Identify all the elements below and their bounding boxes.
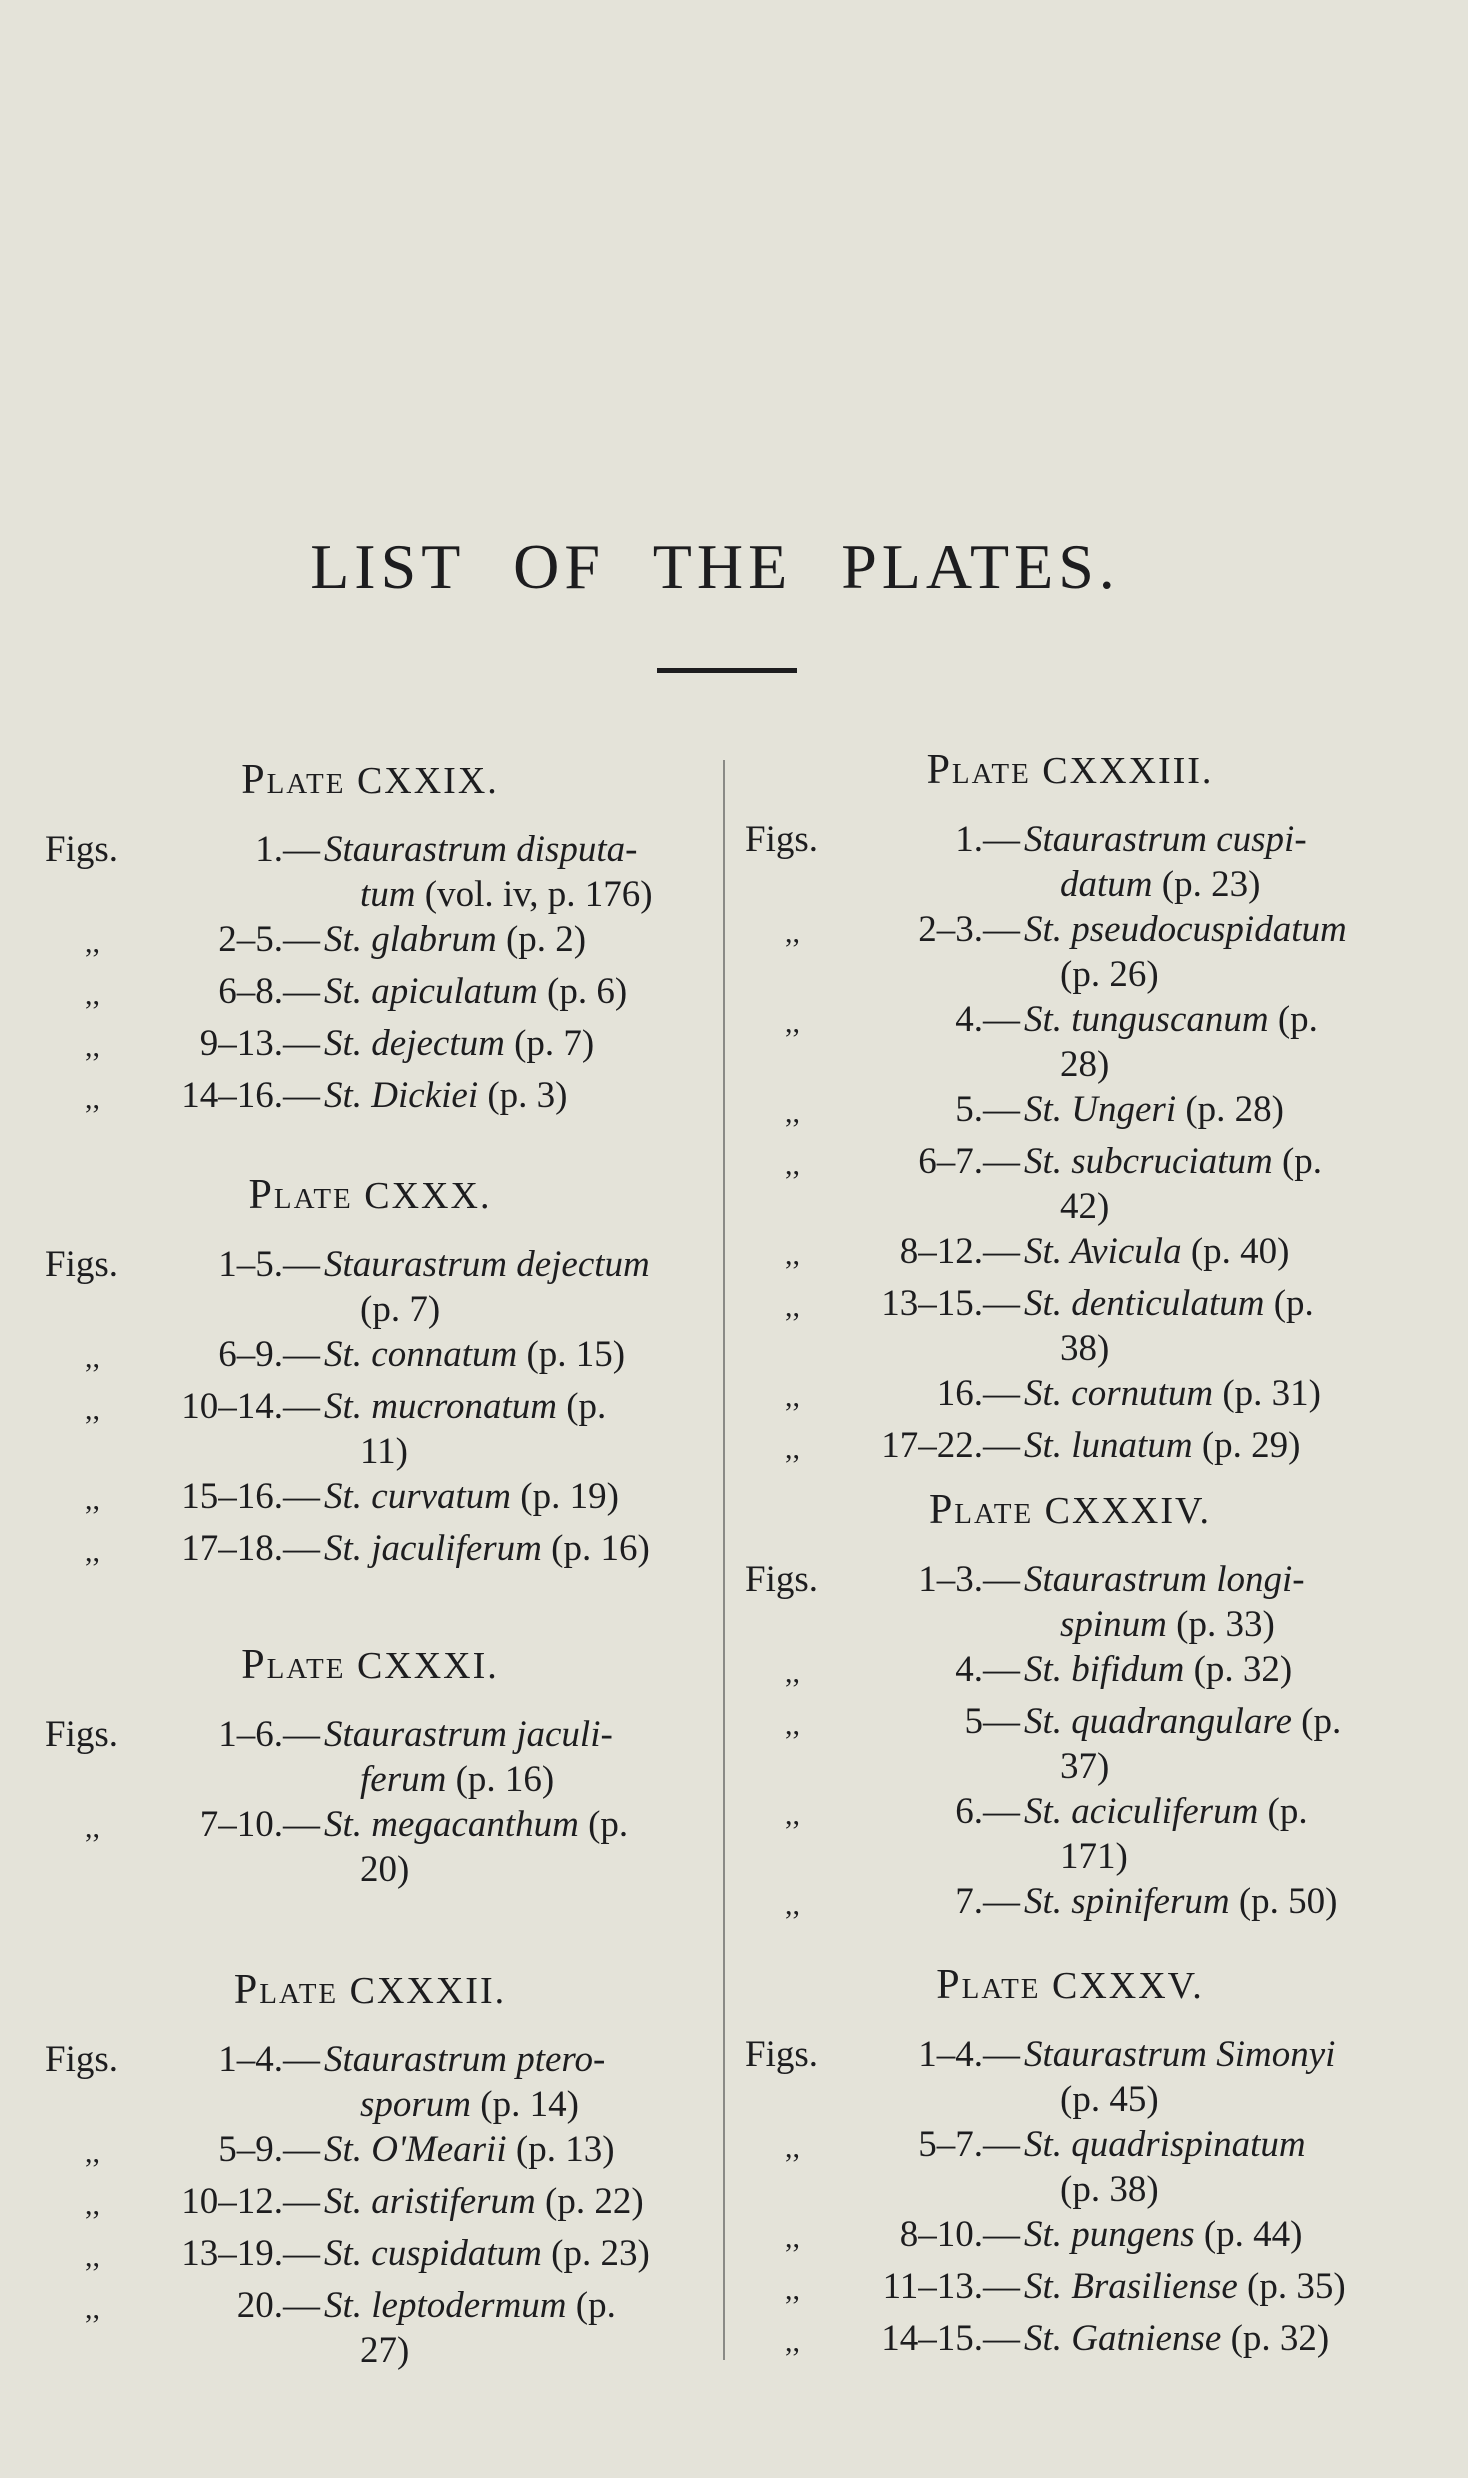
ditto-mark: ,, (85, 1535, 100, 1568)
plate-word: Plate (926, 747, 1031, 793)
continuation-line (1024, 2077, 1395, 2122)
page-ref: (p. 3) (478, 1075, 568, 1116)
page-ref: (p. (1268, 999, 1318, 1040)
list-item (45, 1021, 695, 1073)
list-item (745, 1139, 1395, 1229)
species-name: Staurastrum dejectum (324, 1244, 650, 1285)
ditto-mark: ,, (85, 2136, 100, 2169)
entry-text (320, 1474, 695, 1526)
entry-text (320, 2283, 695, 2373)
page-ref: (p. 29) (1192, 1425, 1301, 1466)
page-ref: (p. 35) (1237, 2266, 1346, 2307)
figure-range: 17–18.— (181, 1528, 320, 1569)
plate-numeral: CXXX. (364, 1175, 492, 1217)
species-name: St. subcruciatum (1024, 1141, 1273, 1182)
list-item (745, 817, 1395, 907)
plate-word: Plate (928, 1487, 1034, 1533)
entry-text (1020, 1229, 1395, 1281)
list-item (745, 1699, 1395, 1789)
species-name: Staurastrum ptero- (324, 2039, 606, 2080)
species-name-cont: spinum (1060, 1604, 1167, 1645)
plate-section (45, 1640, 695, 1892)
ditto-mark: ,, (785, 1006, 800, 1039)
list-item (45, 2127, 695, 2179)
ditto-mark: ,, (785, 2325, 800, 2358)
figure-range: 8–12.— (899, 1231, 1020, 1272)
plate-heading (745, 1485, 1395, 1535)
list-item (45, 1526, 695, 1578)
figure-range: 14–16.— (181, 1075, 320, 1116)
figure-range: 1–4.— (218, 2039, 320, 2080)
figs-label: Figs. (45, 1244, 119, 1285)
figs-label: Figs. (45, 2039, 119, 2080)
page-ref: (p. (1272, 1141, 1323, 1182)
continuation-line (1024, 1744, 1395, 1789)
entry-text (1020, 1557, 1395, 1647)
ditto-mark: ,, (785, 1708, 800, 1741)
continuation-line (324, 2082, 695, 2127)
list-item (45, 2283, 695, 2373)
page-title: LIST OF THE PLATES. (310, 531, 1120, 602)
continuation-line (324, 872, 695, 917)
ditto-mark: ,, (85, 1030, 100, 1063)
figure-range: 7–10.— (199, 1804, 320, 1845)
figure-range: 4.— (955, 1649, 1020, 1690)
column-divider (723, 760, 725, 2360)
page-ref: (p. 28) (1176, 1089, 1285, 1130)
page-ref-cont: (p. 33) (1166, 1604, 1275, 1645)
list-item (745, 1879, 1395, 1931)
ditto-mark: ,, (85, 1393, 100, 1426)
figs-label: Figs. (745, 1559, 819, 1600)
figure-range: 15–16.— (181, 1476, 320, 1517)
page-ref: (p. 19) (511, 1476, 619, 1517)
species-name: St. dejectum (324, 1023, 505, 1064)
entry-text (1020, 2122, 1395, 2212)
species-name-cont: sporum (360, 2084, 472, 2125)
species-name: Staurastrum longi- (1024, 1559, 1305, 1600)
list-item (745, 1229, 1395, 1281)
list-item (45, 917, 695, 969)
plate-word: Plate (248, 1172, 353, 1218)
page-ref-cont: (p. 7) (360, 1289, 441, 1330)
figure-range: 14–15.— (881, 2318, 1020, 2359)
page-ref: (p. 32) (1184, 1649, 1293, 1690)
figure-range: 6–9.— (218, 1334, 320, 1375)
page-ref-cont: (p. 14) (471, 2084, 579, 2125)
list-item (745, 907, 1395, 997)
page-ref-cont: (p. 45) (1060, 2079, 1159, 2120)
ditto-mark: ,, (85, 2292, 100, 2325)
ditto-mark: ,, (785, 916, 800, 949)
plate-section (45, 1965, 695, 2373)
plate-section (745, 1960, 1395, 2368)
list-item (45, 1073, 695, 1125)
entry-text (1020, 1139, 1395, 1229)
page-ref-cont: 38) (1060, 1328, 1110, 1369)
page-ref-cont: 20) (360, 1849, 410, 1890)
page-ref: (p. 13) (506, 2129, 615, 2170)
entry-text (1020, 997, 1395, 1087)
entry-text (1020, 1647, 1395, 1699)
species-name-cont: tum (360, 874, 416, 915)
species-name: St. pseudocuspidatum (1024, 909, 1347, 950)
continuation-line (1024, 862, 1395, 907)
entry-text (320, 1526, 695, 1578)
entry-text (1020, 1789, 1395, 1879)
list-item (45, 2037, 695, 2127)
list-item (45, 969, 695, 1021)
species-name: St. aciculiferum (1024, 1791, 1259, 1832)
species-name: St. apiculatum (324, 971, 538, 1012)
page-ref: (p. 50) (1229, 1881, 1338, 1922)
list-item (745, 1281, 1395, 1371)
figure-range: 10–12.— (181, 2181, 320, 2222)
species-name: St. lunatum (1024, 1425, 1193, 1466)
plate-heading (45, 755, 695, 805)
list-item (45, 2179, 695, 2231)
list-item (45, 1712, 695, 1802)
ditto-mark: ,, (785, 2131, 800, 2164)
entry-text (1020, 1281, 1395, 1371)
figure-range: 11–13.— (882, 2266, 1020, 2307)
ditto-mark: ,, (785, 1656, 800, 1689)
ditto-mark: ,, (85, 1483, 100, 1516)
ditto-mark: ,, (785, 1238, 800, 1271)
page-ref: (p. 32) (1221, 2318, 1330, 2359)
continuation-line (324, 1429, 695, 1474)
plate-word: Plate (241, 757, 346, 803)
figs-label: Figs. (45, 1714, 119, 1755)
ditto-mark: ,, (85, 2188, 100, 2221)
plate-numeral: CXXXIII. (1042, 750, 1214, 792)
species-name: Staurastrum jaculi- (324, 1714, 613, 1755)
figure-range: 5— (964, 1701, 1020, 1742)
species-name: St. quadrispinatum (1024, 2124, 1306, 2165)
entry-text (320, 1384, 695, 1474)
page-ref: (p. (1264, 1283, 1314, 1324)
list-item (745, 1789, 1395, 1879)
entry-text (320, 1332, 695, 1384)
entry-text (1020, 1879, 1395, 1931)
continuation-line (1024, 1602, 1395, 1647)
page-ref: (p. 16) (541, 1528, 650, 1569)
page-ref-cont: (p. 23) (1152, 864, 1261, 905)
page-ref-cont: (p. 26) (1060, 954, 1159, 995)
species-name: Staurastrum disputa- (324, 829, 638, 870)
ditto-mark: ,, (785, 1888, 800, 1921)
plate-numeral: CXXXII. (349, 1970, 507, 2012)
plate-section (745, 745, 1395, 1475)
page-ref: (p. (1258, 1791, 1308, 1832)
species-name: St. curvatum (324, 1476, 512, 1517)
figure-range: 1.— (255, 829, 320, 870)
page-ref-cont: (p. 38) (1060, 2169, 1159, 2210)
list-item (45, 1384, 695, 1474)
ditto-mark: ,, (85, 1341, 100, 1374)
page-ref-cont: 37) (1060, 1746, 1110, 1787)
plate-numeral: CXXXV. (1052, 1965, 1204, 2007)
figure-range: 7.— (955, 1881, 1020, 1922)
figure-range: 16.— (936, 1373, 1020, 1414)
continuation-line (1024, 1042, 1395, 1087)
page-ref-cont: (vol. iv, p. 176) (415, 874, 653, 915)
species-name: St. O'Mearii (324, 2129, 507, 2170)
page-ref: (p. 31) (1213, 1373, 1322, 1414)
plate-heading (45, 1170, 695, 1220)
list-item (45, 1474, 695, 1526)
figure-range: 5.— (955, 1089, 1020, 1130)
species-name: St. pungens (1024, 2214, 1195, 2255)
ditto-mark: ,, (785, 1432, 800, 1465)
figure-range: 2–3.— (918, 909, 1020, 950)
entry-text (320, 1802, 695, 1892)
continuation-line (324, 2328, 695, 2373)
figure-range: 5–7.— (918, 2124, 1020, 2165)
entry-text (320, 2037, 695, 2127)
page-ref-cont: 28) (1060, 1044, 1110, 1085)
page-ref: (p. (556, 1386, 607, 1427)
page-ref: (p. 7) (504, 1023, 595, 1064)
entry-text (320, 1242, 695, 1332)
entry-text (320, 827, 695, 917)
figs-label: Figs. (745, 819, 819, 860)
species-name: Staurastrum Simonyi (1024, 2034, 1336, 2075)
page-ref-cont: (p. 16) (446, 1759, 555, 1800)
species-name: St. cuspidatum (324, 2233, 542, 2274)
page-ref: (p. 2) (496, 919, 587, 960)
figure-range: 1–3.— (918, 1559, 1020, 1600)
species-name: St. quadrangulare (1024, 1701, 1292, 1742)
page-ref: (p. (578, 1804, 629, 1845)
entry-text (320, 2179, 695, 2231)
entry-text (1020, 2032, 1395, 2122)
figure-range: 17–22.— (881, 1425, 1020, 1466)
plate-section (745, 1485, 1395, 1931)
ditto-mark: ,, (85, 1082, 100, 1115)
list-item (45, 2231, 695, 2283)
figure-range: 1–6.— (218, 1714, 320, 1755)
entry-text (320, 2127, 695, 2179)
page-ref: (p. 15) (517, 1334, 626, 1375)
entry-text (1020, 2264, 1395, 2316)
list-item (745, 2122, 1395, 2212)
plate-heading (45, 1965, 695, 2015)
entry-text (1020, 1699, 1395, 1789)
species-name: St. Gatniense (1024, 2318, 1222, 2359)
continuation-line (1024, 952, 1395, 997)
entry-text (1020, 817, 1395, 907)
list-item (745, 997, 1395, 1087)
species-name: St. Ungeri (1024, 1089, 1177, 1130)
plate-heading (745, 1960, 1395, 2010)
entry-text (320, 1712, 695, 1802)
entry-text (320, 2231, 695, 2283)
ditto-mark: ,, (85, 2240, 100, 2273)
species-name: St. bifidum (1024, 1649, 1185, 1690)
page-ref: (p. 44) (1194, 2214, 1303, 2255)
species-name: St. mucronatum (324, 1386, 557, 1427)
plate-section (45, 755, 695, 1125)
plate-word: Plate (936, 1962, 1041, 2008)
continuation-line (1024, 1326, 1395, 1371)
species-name: St. Avicula (1024, 1231, 1182, 1272)
continuation-line (1024, 1834, 1395, 1879)
plate-word: Plate (233, 1967, 339, 2013)
ditto-mark: ,, (785, 2273, 800, 2306)
entry-text (320, 1073, 695, 1125)
page-ref-cont: 11) (360, 1431, 408, 1472)
entry-text (1020, 2212, 1395, 2264)
ditto-mark: ,, (85, 1811, 100, 1844)
figure-range: 6.— (955, 1791, 1020, 1832)
list-item (45, 1332, 695, 1384)
page-ref: (p. 23) (541, 2233, 650, 2274)
entry-text (1020, 2316, 1395, 2368)
list-item (745, 1647, 1395, 1699)
species-name: St. Brasiliense (1024, 2266, 1238, 2307)
figs-label: Figs. (45, 829, 119, 870)
ditto-mark: ,, (85, 926, 100, 959)
entry-text (320, 1021, 695, 1073)
species-name-cont: datum (1060, 864, 1153, 905)
plate-section (45, 1170, 695, 1578)
list-item (745, 1371, 1395, 1423)
species-name: St. leptodermum (324, 2285, 567, 2326)
figure-range: 8–10.— (899, 2214, 1020, 2255)
species-name: St. aristiferum (324, 2181, 536, 2222)
figure-range: 20.— (236, 2285, 320, 2326)
list-item (45, 827, 695, 917)
ditto-mark: ,, (785, 1096, 800, 1129)
entry-text (320, 969, 695, 1021)
figure-range: 4.— (955, 999, 1020, 1040)
entry-text (1020, 1371, 1395, 1423)
species-name: St. megacanthum (324, 1804, 579, 1845)
figure-range: 13–15.— (881, 1283, 1020, 1324)
list-item (745, 1087, 1395, 1139)
species-name: St. spiniferum (1024, 1881, 1230, 1922)
ditto-mark: ,, (785, 1380, 800, 1413)
ditto-mark: ,, (785, 1798, 800, 1831)
list-item (745, 2032, 1395, 2122)
species-name-cont: ferum (360, 1759, 447, 1800)
entry-text (1020, 1087, 1395, 1139)
page-ref: (p. 40) (1181, 1231, 1290, 1272)
list-item (745, 1557, 1395, 1647)
page-ref: (p. 6) (537, 971, 628, 1012)
species-name: St. Dickiei (324, 1075, 479, 1116)
title-rule (657, 668, 797, 673)
plate-heading (45, 1640, 695, 1690)
list-item (45, 1242, 695, 1332)
page-ref: (p. (566, 2285, 616, 2326)
page-ref-cont: 42) (1060, 1186, 1110, 1227)
ditto-mark: ,, (785, 1290, 800, 1323)
list-item (745, 1423, 1395, 1475)
figure-range: 1–5.— (218, 1244, 320, 1285)
figure-range: 13–19.— (181, 2233, 320, 2274)
list-item (745, 2264, 1395, 2316)
plate-heading (745, 745, 1395, 795)
species-name: St. cornutum (1024, 1373, 1214, 1414)
species-name: St. connatum (324, 1334, 518, 1375)
list-item (745, 2316, 1395, 2368)
list-item (45, 1802, 695, 1892)
figure-range: 1–4.— (918, 2034, 1020, 2075)
continuation-line (324, 1757, 695, 1802)
plate-numeral: CXXXIV. (1044, 1490, 1212, 1532)
species-name: St. glabrum (324, 919, 497, 960)
figure-range: 9–13.— (199, 1023, 320, 1064)
figure-range: 6–7.— (918, 1141, 1020, 1182)
plate-numeral: CXXIX. (356, 760, 499, 802)
species-name: St. denticulatum (1024, 1283, 1265, 1324)
figure-range: 5–9.— (218, 2129, 320, 2170)
species-name: Staurastrum cuspi- (1024, 819, 1307, 860)
page-ref: (p. (1291, 1701, 1342, 1742)
figs-label: Figs. (745, 2034, 819, 2075)
continuation-line (324, 1287, 695, 1332)
ditto-mark: ,, (85, 978, 100, 1011)
figure-range: 2–5.— (218, 919, 320, 960)
page-ref-cont: 171) (1060, 1836, 1128, 1877)
continuation-line (324, 1847, 695, 1892)
plate-word: Plate (241, 1642, 346, 1688)
list-item (745, 2212, 1395, 2264)
page-ref-cont: 27) (360, 2330, 410, 2371)
figure-range: 6–8.— (218, 971, 320, 1012)
species-name: St. tunguscanum (1024, 999, 1269, 1040)
continuation-line (1024, 1184, 1395, 1229)
entry-text (1020, 907, 1395, 997)
species-name: St. jaculiferum (324, 1528, 542, 1569)
continuation-line (1024, 2167, 1395, 2212)
entry-text (320, 917, 695, 969)
page-ref: (p. 22) (535, 2181, 644, 2222)
figure-range: 1.— (955, 819, 1020, 860)
entry-text (1020, 1423, 1395, 1475)
ditto-mark: ,, (785, 2221, 800, 2254)
plate-numeral: CXXXI. (356, 1645, 499, 1687)
figure-range: 10–14.— (181, 1386, 320, 1427)
ditto-mark: ,, (785, 1148, 800, 1181)
